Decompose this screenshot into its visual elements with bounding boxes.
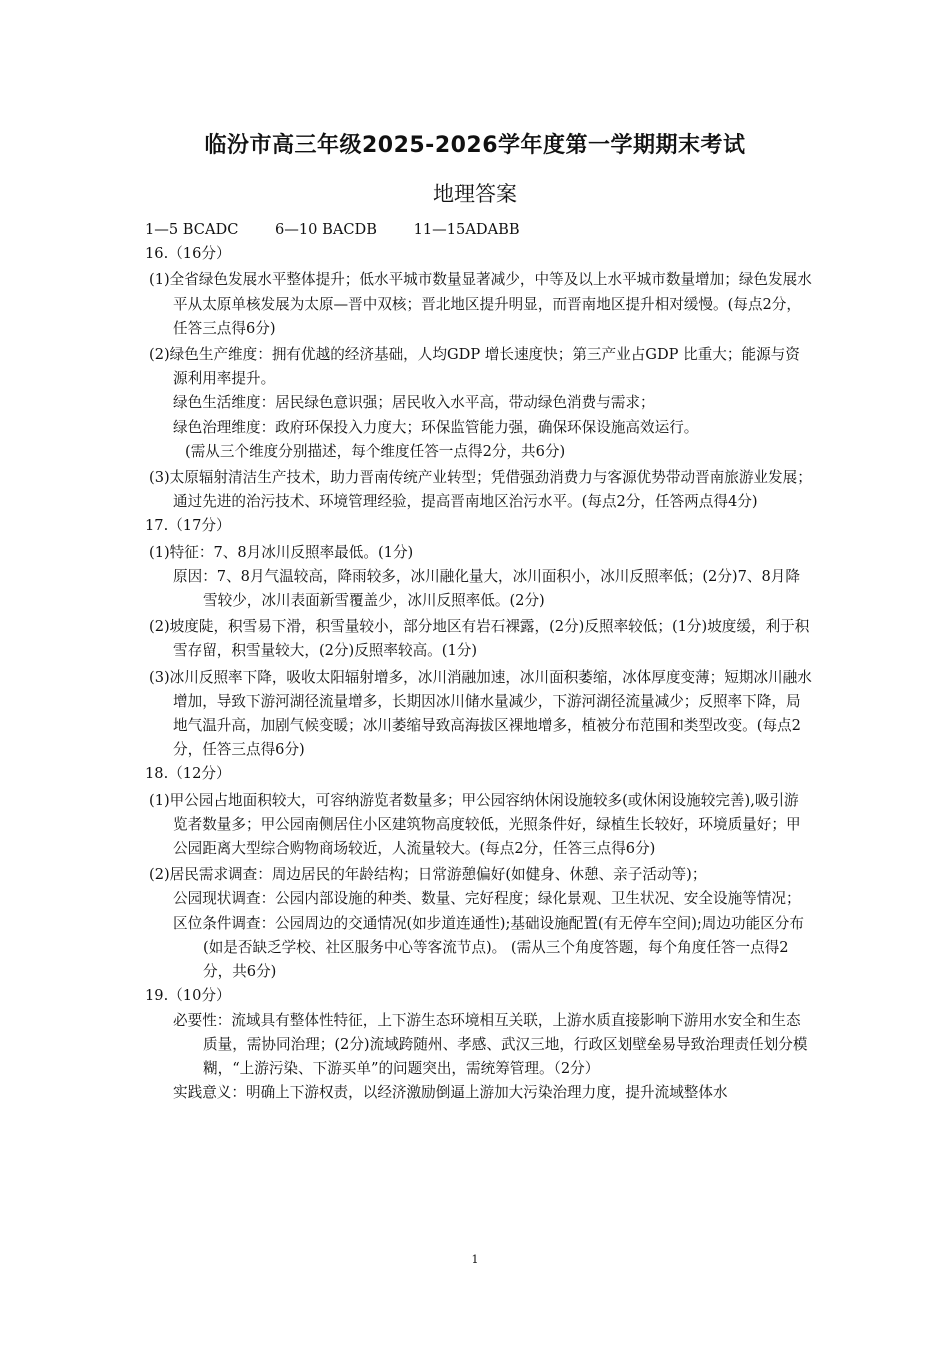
q16-part3: (3)太原辐射清洁生产技术，助力晋南传统产业转型；凭借强劲消费力与客源优势带动晋南旅游业发展；通过先进的治污技术、环境管理经验，提高晋南地区治污水平。(每点2分，任答两点得4分) [149,469,812,511]
answer-body [145,218,813,1105]
q18-part2-location: 区位条件调查：公园周边的交通情况(如步道连通性);基础设施配置(有无停车空间);周边功能区分布(如是否缺乏学校、社区服务中心等客流节点)。 (需从三个角度答题，每个角度任答一点得2分，共6分) [173,914,804,981]
page-number: 1 [471,1253,479,1266]
choice-group-1: 1—5 BCADC [145,221,239,238]
q19-necessity: 必要性：流域具有整体性特征，上下游生态环境相互关联，上游水质直接影响下游用水安全和生态质量，需协同治理；(2分)流域跨随州、孝感、武汉三地，行政区划壁垒易导致治理责任划分模糊，“上游污染、下游买单”的问题突出，需统筹管理。（2分） [173,1011,808,1077]
q18-part2-status: 公园现状调查：公园内部设施的种类、数量、完好程度；绿化景观、卫生状况、安全设施等情况； [173,890,801,908]
page-title: 临汾市高三年级2025-2026学年度第一学期期末考试 [204,133,746,158]
choice-group-3: 11—15ADABB [413,221,520,238]
q16-heading: 16.（16分） [145,245,231,263]
choice-answers [145,218,813,242]
q17-part2: (2)坡度陡，积雪易下滑，积雪量较小，部分地区有岩石裸露，(2分)反照率较低；(1分)坡度缓，利于积雪存留，积雪量较大，(2分)反照率较高。(1分) [149,618,810,660]
q17-part3: (3)冰川反照率下降，吸收太阳辐射增多，冰川消融加速，冰川面积萎缩，冰体厚度变薄；短期冰川融水增加，导致下游河湖径流量增多，长期因冰川储水量减少，下游河湖径流量减少；反照率下降，局地气温升高，加剧气候变暖；冰川萎缩导致高海拔区裸地增多，植被分布范围和类型改变。(每点2分，任答三点得6分) [149,668,812,759]
q16-part2-life: 绿色生活维度：居民绿色意识强；居民收入水平高，带动绿色消费与需求； [173,394,655,412]
q16-part2-governance: 绿色治理维度：政府环保投入力度大；环保监管能力强，确保环保设施高效运行。 [173,418,699,436]
q18-part2-needs: (2)居民需求调查：周边居民的年龄结构；日常游憩偏好(如健身、休憩、亲子活动等)； [149,866,707,884]
q19-significance: 实践意义：明确上下游权责，以经济激励倒逼上游加大污染治理力度，提升流域整体水 [173,1084,728,1102]
q17-part1-reason: 原因：7、8月气温较高，降雨较多，冰川融化量大，冰川面积小，冰川反照率低；(2分)7、8月降雪较少，冰川表面新雪覆盖少，冰川反照率低。(2分) [173,567,800,610]
q17-heading: 17.（17分） [145,517,231,535]
page-subtitle: 地理答案 [433,182,517,206]
q18-heading: 18.（12分） [145,765,231,783]
q19-heading: 19.（10分） [145,987,231,1005]
q16-part2-production: (2)绿色生产维度：拥有优越的经济基础，人均GDP 增长速度快；第三产业占GDP 比重大；能源与资源利用率提升。 [149,346,800,388]
choice-group-2: 6—10 BACDB [275,221,377,238]
q18-part1: (1)甲公园占地面积较大，可容纳游览者数量多；甲公园容纳休闲设施较多(或休闲设施较完善),吸引游览者数量多；甲公园南侧居住小区建筑物高度较低，光照条件好，绿植生长较好，环境质量好；甲公园距离大型综合购物商场较近，人流量较大。(每点2分，任答三点得6分) [149,791,801,858]
q16-part2-scoring: (需从三个维度分别描述，每个维度任答一点得2分，共6分) [185,442,566,460]
q16-part1: (1)全省绿色发展水平整体提升；低水平城市数量显著减少，中等及以上水平城市数量增加；绿色发展水平从太原单核发展为太原—晋中双核；晋北地区提升明显，而晋南地区提升相对缓慢。(每点2分，任答三点得6分) [149,271,812,337]
q17-part1-feature: (1)特征：7、8月冰川反照率最低。(1分) [149,543,414,561]
